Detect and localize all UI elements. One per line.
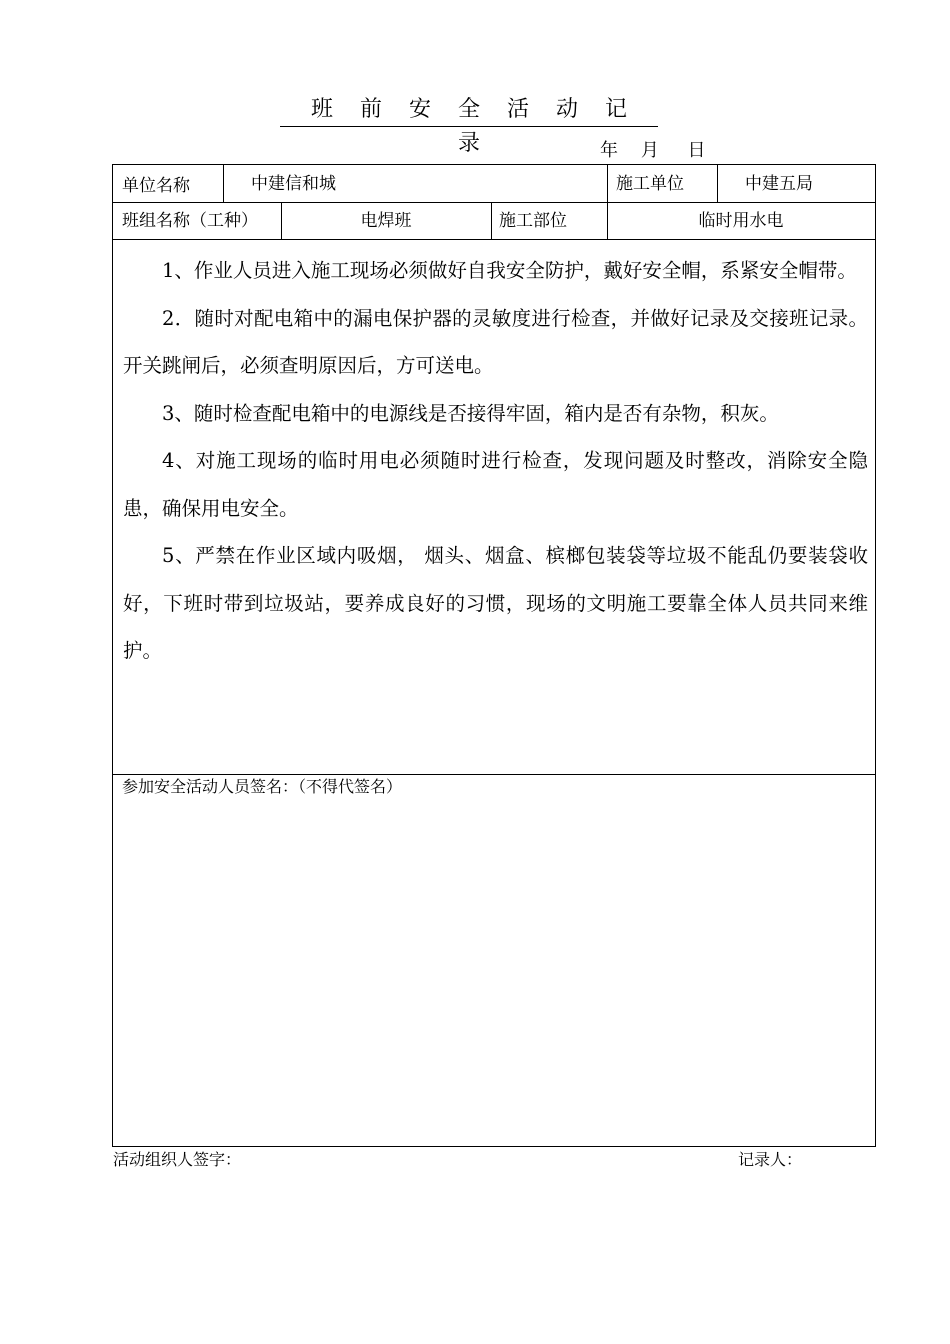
row-divider-1 <box>113 202 875 203</box>
construction-unit-value: 中建五局 <box>745 174 813 194</box>
construction-unit-label: 施工单位 <box>616 174 684 194</box>
row-divider-2 <box>113 239 875 240</box>
document-title: 班 前 安 全 活 动 记 录 <box>280 93 658 127</box>
unit-name-label: 单位名称 <box>122 176 190 196</box>
date-line: 年 月 日 <box>600 140 706 161</box>
col-divider <box>717 165 718 202</box>
record-table <box>112 164 876 1147</box>
col-divider <box>607 165 608 202</box>
safety-content <box>123 247 868 675</box>
safety-item-4: 4、对施工现场的临时用电必须随时进行检查，发现问题及时整改，消除安全隐患，确保用电安全。 <box>123 449 868 520</box>
col-divider <box>491 202 492 239</box>
recorder-label: 记录人： <box>738 1150 803 1169</box>
team-name-value: 电焊班 <box>360 211 412 231</box>
col-divider <box>223 165 224 202</box>
construction-part-label: 施工部位 <box>499 211 567 231</box>
safety-item-2: 2．随时对配电箱中的漏电保护器的灵敏度进行检查，并做好记录及交接班记录。开关跳闸后，必须查明原因后，方可送电。 <box>123 306 868 377</box>
row-divider-3 <box>113 774 875 775</box>
organizer-signature-label: 活动组织人签字： <box>113 1150 242 1169</box>
safety-item-1: 1、作业人员进入施工现场必须做好自我安全防护，戴好安全帽，系紧安全帽带。 <box>162 259 857 282</box>
participant-signature-label: 参加安全活动人员签名：（不得代签名） <box>122 777 403 796</box>
construction-part-value: 临时用水电 <box>698 211 784 231</box>
safety-item-5: 5、严禁在作业区域内吸烟， 烟头、烟盒、槟榔包装袋等垃圾不能乱仍要装袋收好，下班时带到垃圾站，要养成良好的习惯，现场的文明施工要靠全体人员共同来维护。 <box>123 544 868 662</box>
team-name-label: 班组名称（工种） <box>122 211 258 231</box>
unit-name-value: 中建信和城 <box>251 174 336 194</box>
safety-item-3: 3、随时检查配电箱中的电源线是否接得牢固，箱内是否有杂物，积灰。 <box>162 401 779 425</box>
